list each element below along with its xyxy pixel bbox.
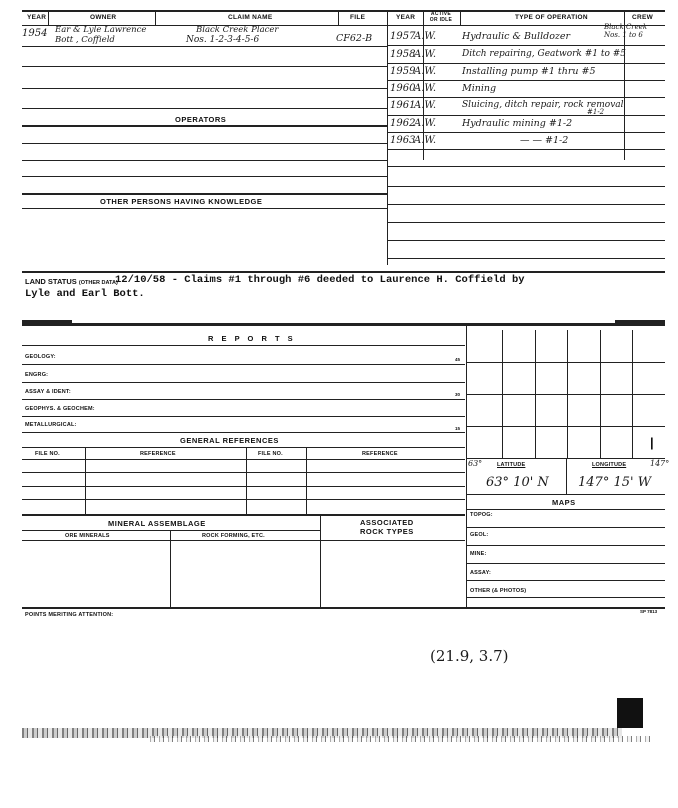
row-line bbox=[22, 399, 465, 400]
form-code: SP 7813 bbox=[640, 609, 658, 614]
row-line bbox=[22, 176, 387, 177]
other-persons-label: OTHER PERSONS HAVING KNOWLEDGE bbox=[100, 197, 263, 206]
op-crew: Black Creek Nos. 1 to 6 bbox=[604, 23, 648, 39]
grid-line bbox=[466, 362, 665, 363]
op-status: A.W. bbox=[414, 100, 437, 111]
claim-name-line2: Nos. 1-2-3-4-5-6 bbox=[186, 35, 260, 45]
operators-rule bbox=[22, 125, 387, 127]
mineral-assemblage-title: MINERAL ASSEMBLAGE bbox=[108, 519, 206, 528]
row-line bbox=[22, 472, 465, 473]
header-claim-name: CLAIM NAME bbox=[228, 14, 273, 21]
row-line bbox=[387, 149, 665, 150]
row-line bbox=[387, 166, 665, 167]
row-line bbox=[22, 108, 387, 109]
grid-line bbox=[466, 545, 665, 546]
op-type: Sluicing, ditch repair, rock removal bbox=[462, 100, 624, 110]
grid-line bbox=[466, 509, 665, 510]
op-status: A.W. bbox=[414, 135, 437, 146]
col-line bbox=[170, 530, 171, 608]
op-type: Ditch repairing, Geatwork #1 to #5 bbox=[462, 49, 627, 59]
op-type: Hydraulic & Bulldozer bbox=[462, 31, 571, 42]
report-num: 15 bbox=[455, 426, 461, 431]
col-line bbox=[460, 10, 461, 26]
scan-dark-block bbox=[617, 698, 643, 728]
op-type: — — #1-2 bbox=[520, 135, 569, 146]
op-status: A.W. bbox=[414, 83, 437, 94]
maps-title: MAPS bbox=[552, 498, 576, 507]
grid-line bbox=[566, 458, 567, 494]
op-year: 1963 bbox=[390, 135, 416, 146]
row-line bbox=[22, 416, 465, 417]
gr-file-no: FILE NO. bbox=[35, 451, 60, 457]
handwritten-coordinates: (21.9, 3.7) bbox=[430, 647, 509, 665]
row-line bbox=[387, 186, 665, 187]
header-owner: OWNER bbox=[90, 14, 117, 21]
header-crew: CREW bbox=[632, 14, 654, 21]
row-line bbox=[22, 66, 387, 67]
row-line bbox=[387, 204, 665, 205]
col-line bbox=[48, 10, 49, 26]
grid-line bbox=[466, 325, 467, 608]
grid-line bbox=[466, 494, 665, 495]
op-status: A.W. bbox=[414, 49, 437, 60]
row-line bbox=[22, 499, 465, 500]
claim-file: CF62-B bbox=[336, 33, 373, 44]
scan-noise-band bbox=[150, 736, 650, 742]
land-status-sublabel: (OTHER DATA) bbox=[78, 280, 118, 286]
row-line bbox=[22, 46, 387, 47]
op-status: A.W. bbox=[414, 31, 437, 42]
grid-lon-deg: 147° bbox=[650, 459, 670, 468]
map-other: OTHER (& PHOTOS) bbox=[470, 588, 527, 594]
col-line bbox=[85, 447, 86, 514]
claim-owner-line1: Ear & Lyle Lawrence bbox=[55, 25, 147, 35]
header-year: YEAR bbox=[27, 14, 47, 21]
map-assay: ASSAY: bbox=[470, 570, 492, 576]
points-meriting-attention-label: POINTS MERITING ATTENTION: bbox=[25, 612, 114, 618]
land-status-label-text: LAND STATUS bbox=[25, 277, 77, 286]
row-line bbox=[22, 364, 465, 365]
row-line bbox=[387, 80, 665, 81]
land-status-rule bbox=[22, 271, 665, 273]
claim-year: 1954 bbox=[22, 28, 48, 39]
claim-owner-line2: Bott , Coffield bbox=[55, 35, 115, 45]
row-line bbox=[387, 222, 665, 223]
associated-line2: ROCK TYPES bbox=[360, 527, 414, 536]
row-line bbox=[387, 258, 665, 259]
land-status-label bbox=[25, 277, 118, 286]
op-type: Installing pump #1 thru #5 bbox=[462, 66, 596, 77]
op-type: Hydraulic mining #1-2 bbox=[462, 118, 573, 129]
row-line bbox=[387, 63, 665, 64]
reports-top-rule bbox=[22, 323, 665, 326]
scan-smudge bbox=[22, 320, 72, 325]
report-label-assay: ASSAY & IDENT: bbox=[25, 389, 71, 395]
header-file: FILE bbox=[350, 14, 366, 21]
grid-line bbox=[466, 597, 665, 598]
report-label-metallurgical: METALLURGICAL: bbox=[25, 422, 77, 428]
row-line bbox=[22, 459, 465, 460]
header-active-idle: ACTIVE OR IDLE bbox=[429, 11, 453, 23]
col-line bbox=[246, 447, 247, 514]
map-topog: TOPOG: bbox=[470, 512, 493, 518]
points-rule bbox=[22, 607, 665, 609]
operators-label: OPERATORS bbox=[175, 115, 227, 124]
general-references-title: GENERAL REFERENCES bbox=[180, 436, 279, 445]
row-line bbox=[22, 88, 387, 89]
row-line bbox=[387, 45, 665, 46]
row-line bbox=[387, 115, 665, 116]
grid-line bbox=[466, 563, 665, 564]
op-year: 1961 bbox=[390, 100, 416, 111]
ore-minerals-label: ORE MINERALS bbox=[65, 533, 110, 539]
latitude-value: 63° 10' N bbox=[486, 475, 549, 490]
header-type-of-operation: TYPE OF OPERATION bbox=[515, 14, 588, 21]
report-label-geology: GEOLOGY: bbox=[25, 354, 56, 360]
op-type: Mining bbox=[462, 83, 497, 94]
header-year2: YEAR bbox=[396, 14, 416, 21]
map-mine: MINE: bbox=[470, 551, 487, 557]
grid-lat-deg: 63° bbox=[468, 459, 483, 468]
row-line bbox=[22, 208, 387, 209]
reports-header-rule bbox=[22, 345, 465, 346]
grid-line bbox=[466, 527, 665, 528]
claim-name-line1: Black Creek Placer bbox=[196, 25, 279, 35]
rock-forming-label: ROCK FORMING, ETC. bbox=[202, 533, 265, 539]
row-line bbox=[22, 160, 387, 161]
other-persons-rule bbox=[22, 193, 387, 195]
row-line bbox=[22, 382, 465, 383]
top-rule bbox=[22, 10, 665, 12]
col-line bbox=[306, 447, 307, 514]
grid-line bbox=[466, 426, 665, 427]
col-line bbox=[155, 10, 156, 26]
op-year: 1962 bbox=[390, 118, 416, 129]
op-year: 1957 bbox=[390, 31, 416, 42]
gr-file-no2: FILE NO. bbox=[258, 451, 283, 457]
grid-line bbox=[466, 580, 665, 581]
op-year: 1960 bbox=[390, 83, 416, 94]
report-num: 30 bbox=[455, 392, 461, 397]
op-note: #1-2 bbox=[587, 108, 605, 116]
row-line bbox=[22, 143, 387, 144]
longitude-label: LONGITUDE bbox=[592, 462, 627, 468]
land-status-line1: 12/10/58 - Claims #1 through #6 deeded to Laurence H. Coffield by bbox=[115, 274, 525, 286]
col-line bbox=[320, 514, 321, 608]
map-geol: GEOL: bbox=[470, 532, 489, 538]
row-line bbox=[22, 432, 465, 433]
reports-title: R E P O R T S bbox=[208, 334, 296, 343]
row-line bbox=[387, 132, 665, 133]
latitude-label: LATITUDE bbox=[497, 462, 526, 468]
row-line bbox=[387, 240, 665, 241]
row-line bbox=[22, 486, 465, 487]
mineral-rule bbox=[22, 514, 465, 516]
row-line bbox=[22, 540, 465, 541]
row-line bbox=[387, 97, 665, 98]
row-line bbox=[22, 447, 465, 448]
longitude-value: 147° 15' W bbox=[578, 475, 652, 490]
report-label-geophys: GEOPHYS. & GEOCHEM: bbox=[25, 406, 95, 412]
grid-line bbox=[466, 394, 665, 395]
grid-tick-mark: | bbox=[650, 435, 654, 450]
row-line bbox=[22, 530, 320, 531]
report-label-engrg: ENGRG: bbox=[25, 372, 49, 378]
report-num: 45 bbox=[455, 357, 461, 362]
op-year: 1958 bbox=[390, 49, 416, 60]
gr-reference2: REFERENCE bbox=[362, 451, 398, 457]
associated-line1: ASSOCIATED bbox=[360, 518, 414, 527]
gr-reference: REFERENCE bbox=[140, 451, 176, 457]
col-line bbox=[338, 10, 339, 26]
op-status: A.W. bbox=[414, 118, 437, 129]
op-status: A.W. bbox=[414, 66, 437, 77]
op-year: 1959 bbox=[390, 66, 416, 77]
scan-smudge bbox=[615, 320, 665, 325]
col-line bbox=[387, 10, 388, 265]
land-status-line2: Lyle and Earl Bott. bbox=[25, 288, 145, 300]
